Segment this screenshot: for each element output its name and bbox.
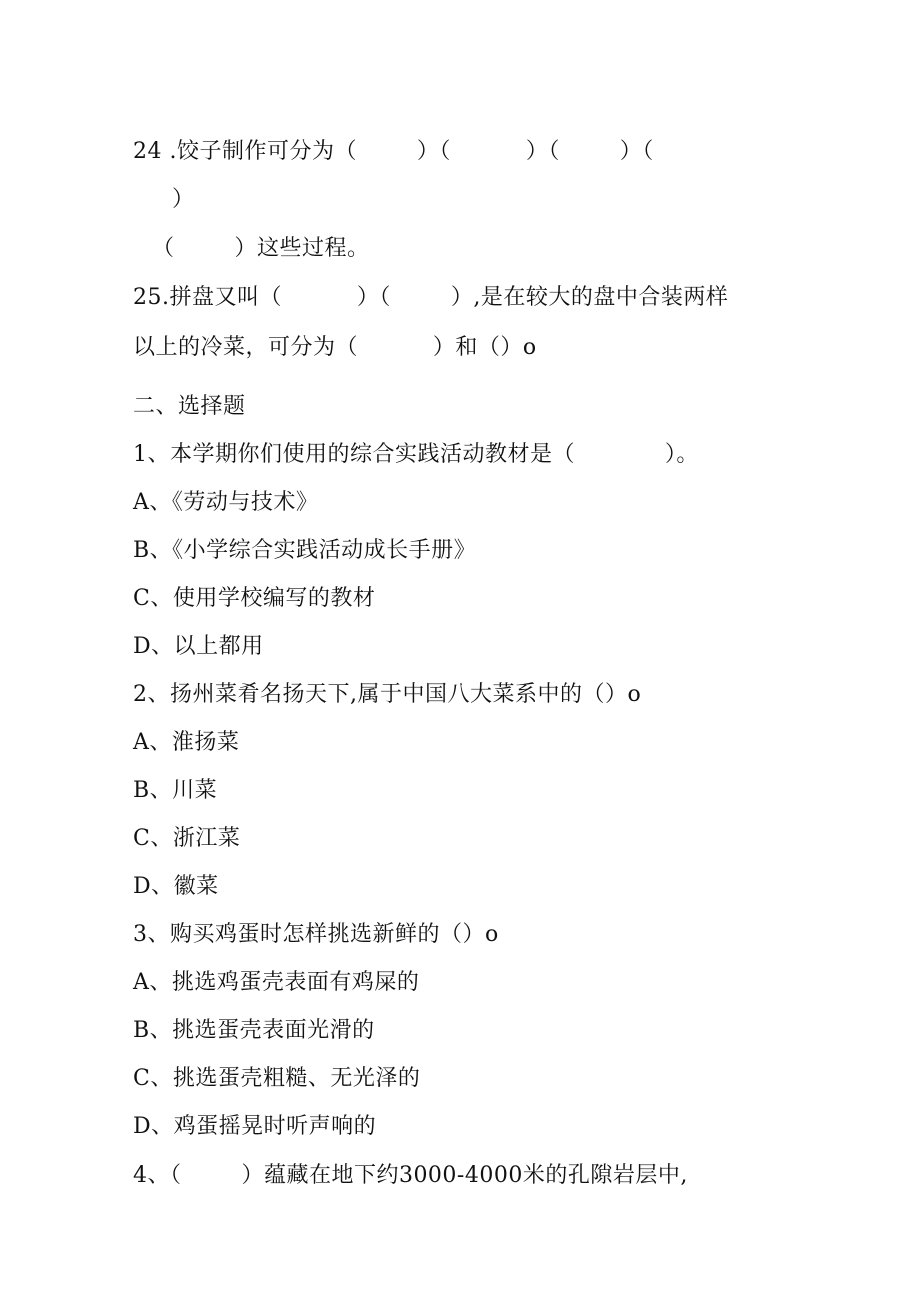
- question-3-option-d: D、鸡蛋摇晃时听声响的: [133, 1114, 377, 1139]
- question-1-option-c: C、使用学校编写的教材: [133, 586, 376, 611]
- question-1-option-a: A、《劳动与技术》: [133, 490, 319, 515]
- question-3-option-b: B、挑选蛋壳表面光滑的: [133, 1018, 375, 1043]
- question-3-option-a: A、挑选鸡蛋壳表面有鸡屎的: [133, 970, 420, 995]
- section-heading: 二、选择题: [133, 394, 246, 419]
- question-1-option-d: D、以上都用: [133, 634, 264, 659]
- q24-line-1: 24 .饺子制作可分为（ ）（ ）（ ）（: [133, 139, 654, 164]
- q25-line-2: 以上的冷菜，可分为（ ）和（）o: [133, 335, 537, 360]
- question-2-stem: 2、扬州菜肴名扬天下,属于中国八大菜系中的（）o: [133, 682, 642, 707]
- question-2-option-b: B、川菜: [133, 778, 218, 803]
- question-3-stem: 3、购买鸡蛋时怎样挑选新鲜的（）o: [133, 922, 499, 947]
- question-3-option-c: C、挑选蛋壳粗糙、无光泽的: [133, 1066, 421, 1091]
- question-2-option-d: D、徽菜: [133, 874, 219, 899]
- q24-line-2: ）: [172, 187, 195, 212]
- q24-line-3: （ ）这些过程。: [152, 236, 370, 261]
- question-2-option-a: A、淮扬菜: [133, 730, 240, 755]
- q25-line-1: 25.拼盘又叫（ ）（ ）,是在较大的盘中合装两样: [133, 285, 729, 310]
- question-1-stem: 1、本学期你们使用的综合实践活动教材是（ ）。: [133, 442, 699, 467]
- question-4-stem: 4、（ ）蕴藏在地下约3000-4000米的孔隙岩层中,: [133, 1163, 688, 1188]
- question-1-option-b: B、《小学综合实践活动成长手册》: [133, 538, 477, 563]
- question-2-option-c: C、浙江菜: [133, 826, 241, 851]
